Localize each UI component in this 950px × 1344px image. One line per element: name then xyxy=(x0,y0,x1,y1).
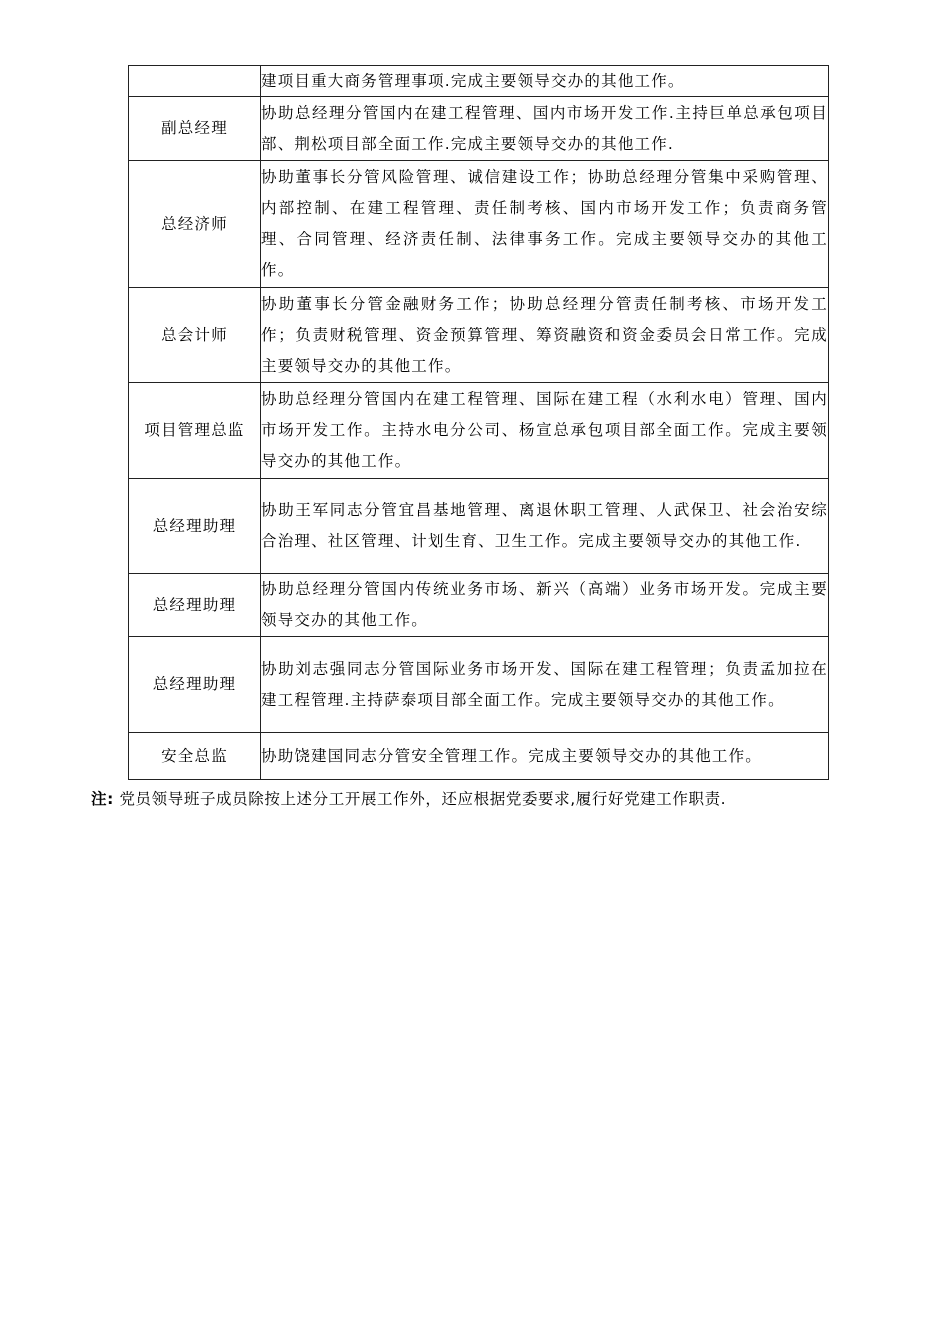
table-row xyxy=(129,383,829,479)
table-row xyxy=(129,733,829,780)
role-cell: 总经理助理 xyxy=(129,574,261,637)
role-cell: 副总经理 xyxy=(129,97,261,161)
role-cell xyxy=(129,66,261,97)
duty-description-cell: 建项目重大商务管理事项.完成主要领导交办的其他工作。 xyxy=(261,66,829,97)
duty-description-cell: 协助刘志强同志分管国际业务市场开发、国际在建工程管理；负责孟加拉在建工程管理.主持萨泰项目部全面工作。完成主要领导交办的其他工作。 xyxy=(261,637,829,733)
footnote xyxy=(91,786,726,812)
duty-description-cell: 协助总经理分管国内在建工程管理、国际在建工程（水利水电）管理、国内市场开发工作。主持水电分公司、杨宣总承包项目部全面工作。完成主要领导交办的其他工作。 xyxy=(261,383,829,479)
duty-description-cell: 协助王军同志分管宜昌基地管理、离退休职工管理、人武保卫、社会治安综合治理、社区管理、计划生育、卫生工作。完成主要领导交办的其他工作. xyxy=(261,479,829,574)
role-cell: 总经济师 xyxy=(129,161,261,288)
role-cell: 安全总监 xyxy=(129,733,261,780)
duty-description-cell: 协助董事长分管风险管理、诚信建设工作；协助总经理分管集中采购管理、内部控制、在建工程管理、责任制考核、国内市场开发工作；负责商务管理、合同管理、经济责任制、法律事务工作。完成主要领导交办的其他工作。 xyxy=(261,161,829,288)
table-row xyxy=(129,161,829,288)
footnote-label: 注: xyxy=(91,790,114,808)
role-cell: 总经理助理 xyxy=(129,637,261,733)
duty-assignment-table xyxy=(128,65,829,780)
table-row xyxy=(129,97,829,161)
duty-description-cell: 协助饶建国同志分管安全管理工作。完成主要领导交办的其他工作。 xyxy=(261,733,829,780)
table-row xyxy=(129,574,829,637)
role-cell: 总会计师 xyxy=(129,288,261,383)
duty-description-cell: 协助总经理分管国内在建工程管理、国内市场开发工作.主持巨单总承包项目部、荆松项目部全面工作.完成主要领导交办的其他工作. xyxy=(261,97,829,161)
table-row xyxy=(129,637,829,733)
table-row xyxy=(129,288,829,383)
table-row xyxy=(129,66,829,97)
table-row xyxy=(129,479,829,574)
role-cell: 项目管理总监 xyxy=(129,383,261,479)
role-cell: 总经理助理 xyxy=(129,479,261,574)
duty-description-cell: 协助总经理分管国内传统业务市场、新兴（高端）业务市场开发。完成主要领导交办的其他工作。 xyxy=(261,574,829,637)
footnote-text: 党员领导班子成员除按上述分工开展工作外，还应根据党委要求,履行好党建工作职责. xyxy=(119,790,727,808)
duty-description-cell: 协助董事长分管金融财务工作；协助总经理分管责任制考核、市场开发工作；负责财税管理、资金预算管理、筹资融资和资金委员会日常工作。完成主要领导交办的其他工作。 xyxy=(261,288,829,383)
